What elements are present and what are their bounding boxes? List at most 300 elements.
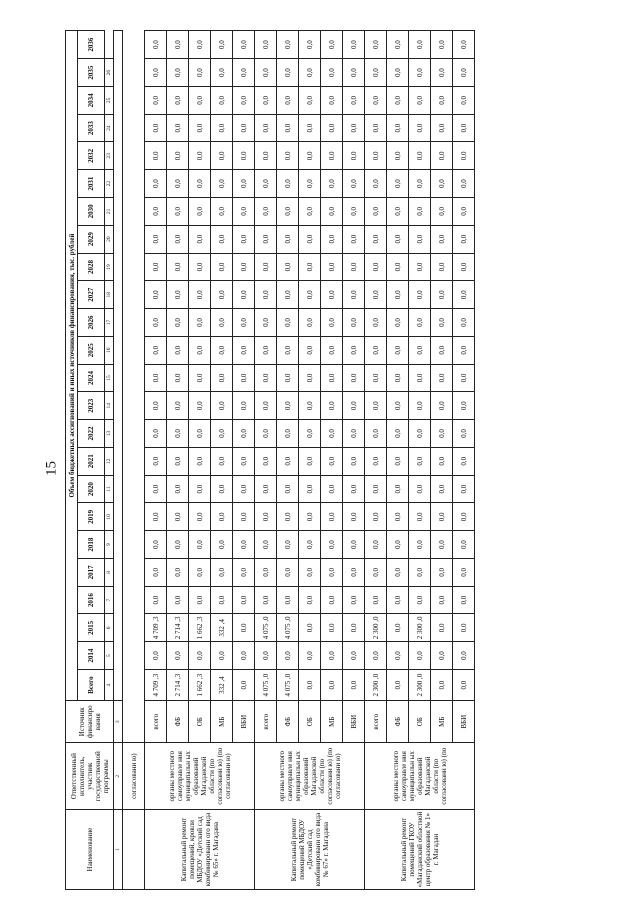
row-value-2025: 0,0: [189, 336, 211, 364]
row-value-2031: 0,0: [431, 170, 453, 198]
row-name: Капитальный ремонт помещений, кровли МБДОУ «Детский сад комбинированн ого вида № 65» г. Магадана: [145, 810, 255, 890]
row-value-2034: 0,0: [431, 86, 453, 114]
header-year: 2028: [78, 253, 105, 281]
row-value-2018: 0,0: [343, 531, 365, 559]
row-value-2023: 0,0: [453, 392, 475, 420]
row-value-2025: 0,0: [145, 336, 167, 364]
row-value-2027: 0,0: [167, 281, 189, 309]
row-value-2030: 0,0: [299, 198, 321, 226]
row-value-2019: 0,0: [277, 503, 299, 531]
row-value-2023: 0,0: [321, 392, 343, 420]
row-value-2014: 0,0: [343, 642, 365, 670]
row-total: 0,0: [387, 670, 409, 701]
row-total: 0,0: [321, 670, 343, 701]
row-value-2016: 0,0: [387, 586, 409, 614]
row-source: всего: [255, 701, 277, 743]
row-value-2036: 0,0: [299, 31, 321, 59]
header-year: 2021: [78, 447, 105, 475]
row-value-2034: 0,0: [255, 86, 277, 114]
row-total: 0,0: [343, 670, 365, 701]
row-value-2034: 0,0: [211, 86, 233, 114]
row-value-2034: 0,0: [453, 86, 475, 114]
row-value-2022: 0,0: [343, 420, 365, 448]
row-value-2031: 0,0: [277, 170, 299, 198]
row-value-2015: 0,0: [321, 614, 343, 642]
row-value-2033: 0,0: [343, 114, 365, 142]
row-value-2028: 0,0: [277, 253, 299, 281]
row-value-2026: 0,0: [299, 309, 321, 337]
row-name: Капитальный ремонт помещений ГКОУ «Магаданский областной центр образования № 1» г. Магадан: [365, 810, 475, 890]
column-number: 24: [105, 114, 114, 142]
table-row: [255, 31, 277, 890]
row-value-2028: 0,0: [145, 253, 167, 281]
row-value-2028: 0,0: [167, 253, 189, 281]
row-value-2020: 0,0: [255, 475, 277, 503]
row-value-2017: 0,0: [233, 558, 255, 586]
row-value-2030: 0,0: [145, 198, 167, 226]
column-number: 18: [105, 281, 114, 309]
row-name-continued: [123, 810, 145, 890]
row-value-2036: 0,0: [189, 31, 211, 59]
row-value-2035: 0,0: [387, 59, 409, 87]
row-value-2024: 0,0: [145, 364, 167, 392]
row-source: ФБ: [277, 701, 299, 743]
row-value-2019: 0,0: [299, 503, 321, 531]
row-value-2035: 0,0: [167, 59, 189, 87]
row-value-2032: 0,0: [211, 142, 233, 170]
row-value-2021: 0,0: [299, 447, 321, 475]
row-value-2021: 0,0: [233, 447, 255, 475]
row-value-2031: 0,0: [189, 170, 211, 198]
row-value-2022: 0,0: [409, 420, 431, 448]
row-value-2016: 0,0: [255, 586, 277, 614]
row-value-2027: 0,0: [431, 281, 453, 309]
row-value-2022: 0,0: [365, 420, 387, 448]
row-value-2029: 0,0: [277, 225, 299, 253]
row-value-2023: 0,0: [365, 392, 387, 420]
row-value-2034: 0,0: [277, 86, 299, 114]
row-value-2023: 0,0: [343, 392, 365, 420]
column-number: 25: [105, 86, 114, 114]
row-value-2033: 0,0: [211, 114, 233, 142]
row-value-2022: 0,0: [387, 420, 409, 448]
row-value-2014: 0,0: [453, 642, 475, 670]
row-value-2015: 2 714 ,3: [167, 614, 189, 642]
row-value-2028: 0,0: [431, 253, 453, 281]
row-value-2029: 0,0: [343, 225, 365, 253]
row-value-2031: 0,0: [167, 170, 189, 198]
row-value-2020: 0,0: [299, 475, 321, 503]
column-number: 17: [105, 309, 114, 337]
row-value-2032: 0,0: [387, 142, 409, 170]
row-value-2030: 0,0: [343, 198, 365, 226]
row-value-2026: 0,0: [431, 309, 453, 337]
row-value-2021: 0,0: [255, 447, 277, 475]
row-value-2035: 0,0: [299, 59, 321, 87]
row-total: 4 709 ,3: [145, 670, 167, 701]
row-responsible: органы местного самоуправле ния муниципальн ых образований Магаданской области (по согласовани ю) (по: [365, 743, 475, 810]
header-year: 2017: [78, 558, 105, 586]
row-source: ВБИ: [343, 701, 365, 743]
row-source: ОБ: [409, 701, 431, 743]
column-number: 8: [105, 558, 114, 586]
row-value-2025: 0,0: [365, 336, 387, 364]
header-total: Всего: [78, 670, 105, 701]
row-value-2024: 0,0: [409, 364, 431, 392]
row-value-2024: 0,0: [167, 364, 189, 392]
row-value-2030: 0,0: [453, 198, 475, 226]
row-value-2015: 0,0: [387, 614, 409, 642]
row-value-2016: 0,0: [167, 586, 189, 614]
column-number: 21: [105, 198, 114, 226]
row-value-2027: 0,0: [145, 281, 167, 309]
row-value-2033: 0,0: [145, 114, 167, 142]
row-source: МБ: [431, 701, 453, 743]
row-value-2019: 0,0: [365, 503, 387, 531]
row-value-2015: 4 075 ,0: [277, 614, 299, 642]
header-year: 2030: [78, 198, 105, 226]
row-total: 0,0: [299, 670, 321, 701]
row-value-2016: 0,0: [453, 586, 475, 614]
row-value-2029: 0,0: [409, 225, 431, 253]
row-value-2022: 0,0: [277, 420, 299, 448]
row-value-2028: 0,0: [453, 253, 475, 281]
row-value-2020: 0,0: [365, 475, 387, 503]
header-year: 2022: [78, 420, 105, 448]
row-value-2032: 0,0: [321, 142, 343, 170]
header-name: Наименование: [66, 810, 114, 890]
row-source-continued: [123, 31, 145, 743]
row-value-2034: 0,0: [343, 86, 365, 114]
row-value-2027: 0,0: [299, 281, 321, 309]
row-value-2036: 0,0: [431, 31, 453, 59]
row-value-2032: 0,0: [365, 142, 387, 170]
row-value-2027: 0,0: [343, 281, 365, 309]
row-value-2030: 0,0: [387, 198, 409, 226]
row-value-2020: 0,0: [145, 475, 167, 503]
row-total: 1 662 ,3: [189, 670, 211, 701]
row-value-2031: 0,0: [409, 170, 431, 198]
row-value-2033: 0,0: [365, 114, 387, 142]
row-value-2024: 0,0: [277, 364, 299, 392]
row-value-2019: 0,0: [145, 503, 167, 531]
row-value-2015: 2 300 ,0: [409, 614, 431, 642]
row-source: всего: [365, 701, 387, 743]
row-value-2016: 0,0: [145, 586, 167, 614]
row-value-2014: 0,0: [387, 642, 409, 670]
row-value-2029: 0,0: [321, 225, 343, 253]
row-value-2032: 0,0: [167, 142, 189, 170]
row-value-2021: 0,0: [211, 447, 233, 475]
row-value-2025: 0,0: [387, 336, 409, 364]
table-row: [365, 31, 387, 890]
row-value-2018: 0,0: [453, 531, 475, 559]
row-value-2017: 0,0: [321, 558, 343, 586]
row-value-2032: 0,0: [233, 142, 255, 170]
row-value-2018: 0,0: [409, 531, 431, 559]
row-value-2023: 0,0: [299, 392, 321, 420]
row-value-2015: 4 075 ,0: [255, 614, 277, 642]
row-value-2036: 0,0: [409, 31, 431, 59]
row-value-2032: 0,0: [145, 142, 167, 170]
row-value-2028: 0,0: [233, 253, 255, 281]
row-value-2031: 0,0: [365, 170, 387, 198]
row-value-2029: 0,0: [211, 225, 233, 253]
row-value-2027: 0,0: [233, 281, 255, 309]
row-value-2019: 0,0: [387, 503, 409, 531]
row-value-2026: 0,0: [343, 309, 365, 337]
row-value-2024: 0,0: [255, 364, 277, 392]
row-value-2016: 0,0: [277, 586, 299, 614]
row-value-2018: 0,0: [189, 531, 211, 559]
row-value-2015: 2 300 ,0: [365, 614, 387, 642]
row-value-2021: 0,0: [387, 447, 409, 475]
column-number: 16: [105, 336, 114, 364]
row-total: 0,0: [233, 670, 255, 701]
row-value-2027: 0,0: [277, 281, 299, 309]
row-source: МБ: [211, 701, 233, 743]
row-value-2026: 0,0: [277, 309, 299, 337]
row-value-2025: 0,0: [167, 336, 189, 364]
row-value-2018: 0,0: [255, 531, 277, 559]
row-value-2025: 0,0: [431, 336, 453, 364]
row-name: Капитальный ремонт помещений МБДОУ «Детский сад комбинированн ого вида № 67» г. Магадана: [255, 810, 365, 890]
row-value-2014: 0,0: [255, 642, 277, 670]
row-value-2036: 0,0: [167, 31, 189, 59]
header-year: 2032: [78, 142, 105, 170]
column-number: 11: [105, 475, 114, 503]
row-value-2023: 0,0: [255, 392, 277, 420]
row-value-2021: 0,0: [453, 447, 475, 475]
row-value-2016: 0,0: [233, 586, 255, 614]
row-value-2020: 0,0: [211, 475, 233, 503]
row-value-2020: 0,0: [167, 475, 189, 503]
row-value-2021: 0,0: [167, 447, 189, 475]
row-value-2032: 0,0: [453, 142, 475, 170]
row-value-2014: 0,0: [277, 642, 299, 670]
row-value-2022: 0,0: [233, 420, 255, 448]
header-year: 2018: [78, 531, 105, 559]
row-value-2022: 0,0: [299, 420, 321, 448]
row-value-2016: 0,0: [321, 586, 343, 614]
row-value-2029: 0,0: [233, 225, 255, 253]
row-value-2017: 0,0: [255, 558, 277, 586]
row-value-2033: 0,0: [167, 114, 189, 142]
row-value-2032: 0,0: [277, 142, 299, 170]
row-responsible: органы местного самоуправле ния муниципальн ых образований Магаданской области (по согласовани ю) (по согласовани ю): [255, 743, 365, 810]
row-value-2035: 0,0: [255, 59, 277, 87]
row-value-2034: 0,0: [365, 86, 387, 114]
row-value-2036: 0,0: [255, 31, 277, 59]
row-value-2020: 0,0: [277, 475, 299, 503]
column-number: 1: [114, 810, 123, 890]
row-value-2030: 0,0: [321, 198, 343, 226]
row-value-2024: 0,0: [189, 364, 211, 392]
table-row: [145, 31, 167, 890]
row-value-2027: 0,0: [189, 281, 211, 309]
row-value-2018: 0,0: [431, 531, 453, 559]
row-value-2022: 0,0: [145, 420, 167, 448]
column-number: 13: [105, 420, 114, 448]
row-value-2031: 0,0: [255, 170, 277, 198]
column-number: 19: [105, 253, 114, 281]
row-total: 4 075 ,0: [277, 670, 299, 701]
row-value-2035: 0,0: [233, 59, 255, 87]
row-value-2026: 0,0: [233, 309, 255, 337]
row-value-2015: 0,0: [431, 614, 453, 642]
header-year: 2029: [78, 225, 105, 253]
row-value-2031: 0,0: [233, 170, 255, 198]
row-value-2026: 0,0: [167, 309, 189, 337]
column-number: 2: [114, 743, 123, 810]
row-value-2030: 0,0: [409, 198, 431, 226]
row-value-2015: 0,0: [233, 614, 255, 642]
row-value-2026: 0,0: [211, 309, 233, 337]
row-value-2025: 0,0: [343, 336, 365, 364]
header-year: 2027: [78, 281, 105, 309]
header-year: 2034: [78, 86, 105, 114]
row-value-2032: 0,0: [409, 142, 431, 170]
row-value-2032: 0,0: [255, 142, 277, 170]
row-value-2015: 1 662 ,3: [189, 614, 211, 642]
column-number: 12: [105, 447, 114, 475]
row-value-2033: 0,0: [321, 114, 343, 142]
row-value-2018: 0,0: [233, 531, 255, 559]
row-value-2031: 0,0: [453, 170, 475, 198]
row-value-2023: 0,0: [211, 392, 233, 420]
row-value-2027: 0,0: [255, 281, 277, 309]
row-value-2033: 0,0: [409, 114, 431, 142]
row-value-2025: 0,0: [409, 336, 431, 364]
row-value-2027: 0,0: [211, 281, 233, 309]
row-value-2028: 0,0: [409, 253, 431, 281]
row-value-2026: 0,0: [365, 309, 387, 337]
row-value-2028: 0,0: [321, 253, 343, 281]
row-value-2014: 0,0: [189, 642, 211, 670]
row-value-2016: 0,0: [189, 586, 211, 614]
header-year: 2015: [78, 614, 105, 642]
row-value-2024: 0,0: [431, 364, 453, 392]
row-source: всего: [145, 701, 167, 743]
row-value-2031: 0,0: [299, 170, 321, 198]
row-value-2035: 0,0: [431, 59, 453, 87]
row-value-2028: 0,0: [211, 253, 233, 281]
row-value-2026: 0,0: [145, 309, 167, 337]
row-value-2030: 0,0: [277, 198, 299, 226]
row-value-2032: 0,0: [189, 142, 211, 170]
row-value-2024: 0,0: [453, 364, 475, 392]
row-value-2033: 0,0: [189, 114, 211, 142]
row-responsible-continued: согласовани ю): [123, 743, 145, 810]
row-value-2033: 0,0: [453, 114, 475, 142]
row-value-2017: 0,0: [409, 558, 431, 586]
row-value-2034: 0,0: [409, 86, 431, 114]
row-value-2028: 0,0: [365, 253, 387, 281]
row-value-2027: 0,0: [409, 281, 431, 309]
row-value-2023: 0,0: [387, 392, 409, 420]
header-year: 2016: [78, 586, 105, 614]
row-value-2029: 0,0: [299, 225, 321, 253]
row-responsible: органы местного самоуправле ния муниципальн ых образований Магаданской области (по согласовани ю) (по согласовани ю): [145, 743, 255, 810]
row-source: ФБ: [167, 701, 189, 743]
row-value-2019: 0,0: [189, 503, 211, 531]
row-value-2031: 0,0: [321, 170, 343, 198]
header-year: 2014: [78, 642, 105, 670]
row-value-2029: 0,0: [365, 225, 387, 253]
row-value-2018: 0,0: [365, 531, 387, 559]
row-value-2027: 0,0: [387, 281, 409, 309]
row-value-2021: 0,0: [343, 447, 365, 475]
row-value-2018: 0,0: [211, 531, 233, 559]
column-number: 10: [105, 503, 114, 531]
column-number: 23: [105, 142, 114, 170]
row-value-2035: 0,0: [145, 59, 167, 87]
row-value-2027: 0,0: [321, 281, 343, 309]
row-value-2020: 0,0: [387, 475, 409, 503]
row-total: 2 300 ,0: [365, 670, 387, 701]
row-value-2020: 0,0: [409, 475, 431, 503]
row-value-2017: 0,0: [343, 558, 365, 586]
row-total: 0,0: [431, 670, 453, 701]
row-value-2030: 0,0: [255, 198, 277, 226]
row-value-2030: 0,0: [211, 198, 233, 226]
row-value-2017: 0,0: [211, 558, 233, 586]
row-value-2020: 0,0: [189, 475, 211, 503]
row-value-2034: 0,0: [167, 86, 189, 114]
header-year: 2026: [78, 309, 105, 337]
row-value-2018: 0,0: [277, 531, 299, 559]
row-value-2015: 0,0: [453, 614, 475, 642]
row-total: 0,0: [453, 670, 475, 701]
header-year: 2020: [78, 475, 105, 503]
row-value-2025: 0,0: [211, 336, 233, 364]
row-value-2029: 0,0: [431, 225, 453, 253]
row-value-2017: 0,0: [277, 558, 299, 586]
row-value-2027: 0,0: [365, 281, 387, 309]
column-number: 20: [105, 225, 114, 253]
row-value-2036: 0,0: [233, 31, 255, 59]
row-value-2020: 0,0: [431, 475, 453, 503]
row-value-2016: 0,0: [365, 586, 387, 614]
row-value-2030: 0,0: [189, 198, 211, 226]
row-value-2017: 0,0: [167, 558, 189, 586]
row-value-2023: 0,0: [431, 392, 453, 420]
column-number: 6: [105, 614, 114, 642]
row-value-2018: 0,0: [299, 531, 321, 559]
row-value-2021: 0,0: [321, 447, 343, 475]
row-value-2028: 0,0: [255, 253, 277, 281]
row-value-2019: 0,0: [321, 503, 343, 531]
row-value-2021: 0,0: [409, 447, 431, 475]
column-number: 9: [105, 531, 114, 559]
row-value-2022: 0,0: [453, 420, 475, 448]
row-value-2035: 0,0: [277, 59, 299, 87]
row-value-2019: 0,0: [409, 503, 431, 531]
header-year: 2025: [78, 336, 105, 364]
row-value-2015: 0,0: [299, 614, 321, 642]
row-value-2017: 0,0: [453, 558, 475, 586]
row-value-2025: 0,0: [453, 336, 475, 364]
row-value-2015: 4 709 ,3: [145, 614, 167, 642]
row-value-2035: 0,0: [343, 59, 365, 87]
row-value-2036: 0,0: [321, 31, 343, 59]
row-value-2035: 0,0: [321, 59, 343, 87]
row-value-2019: 0,0: [233, 503, 255, 531]
row-total: 2 714 ,3: [167, 670, 189, 701]
row-value-2033: 0,0: [277, 114, 299, 142]
row-value-2014: 0,0: [233, 642, 255, 670]
row-value-2033: 0,0: [255, 114, 277, 142]
